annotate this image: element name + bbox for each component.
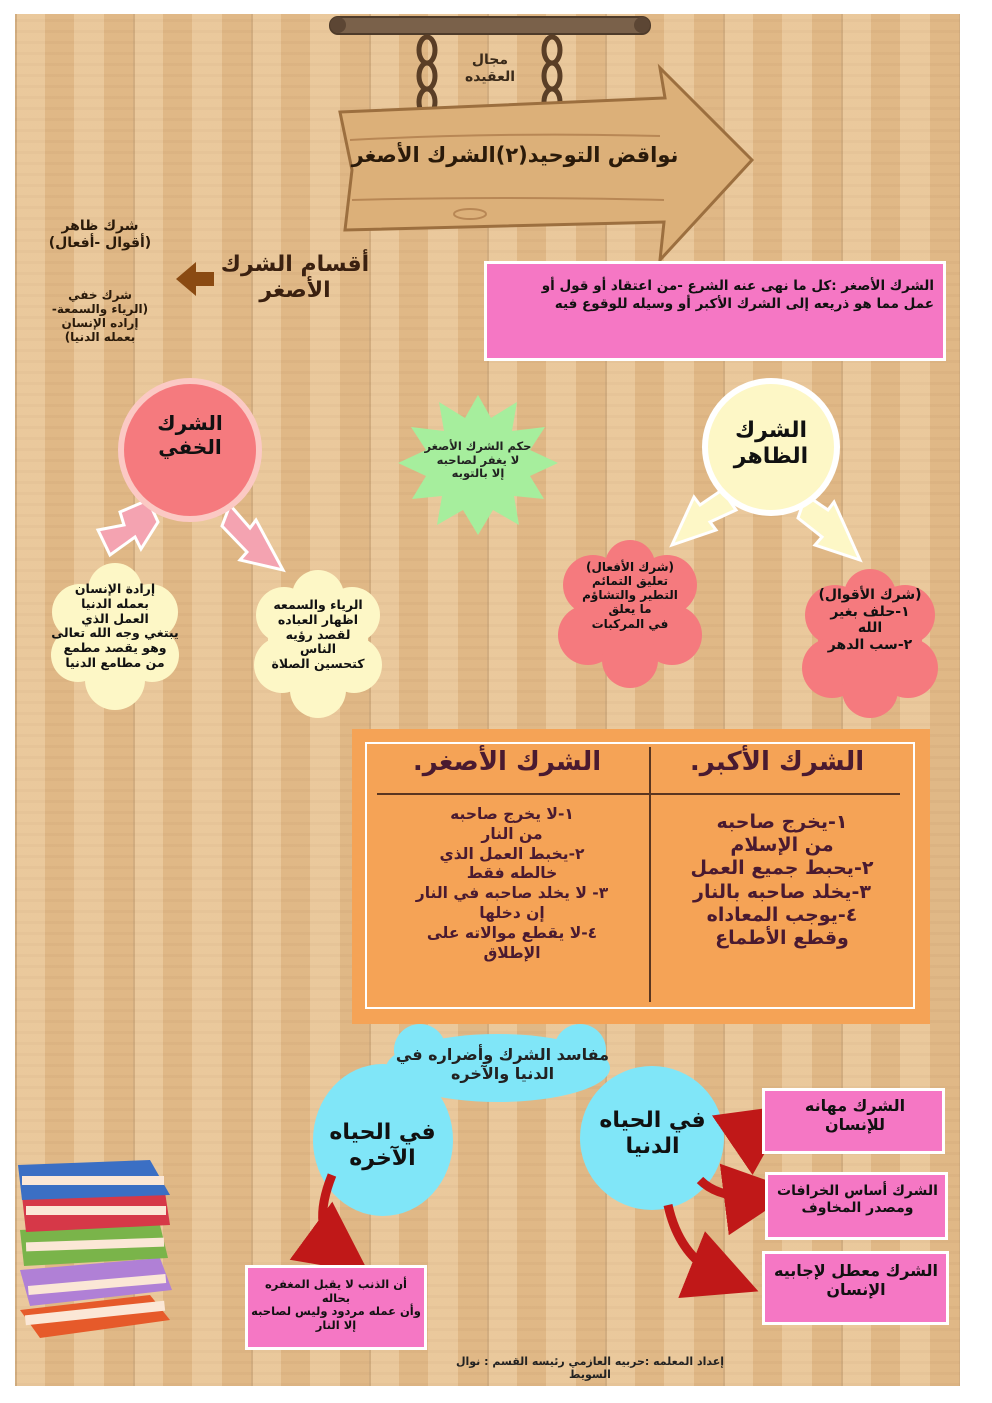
footer-credit: إعداد المعلمه :حربيه العازمي رئيسه القسم : نوال السويط [455,1355,725,1381]
world-arrow-2 [700,1180,760,1196]
deeds-text: (شرك الأفعال) تعليق التمائم التطير والتشاؤم ما يعلق في المركبات [582,560,678,631]
comparison-table [352,729,930,1024]
definition-text: الشرك الأصغر :كل ما نهى عنه الشرع -من اعتقاد أو قول أو عمل مما هو ذريعه إلى الشرك الأكبر أو وسيله للوقوع فيه [541,278,934,312]
ruling-text: حكم الشرك الأصغر لا يغفر لصاحبه إلا بالتوبه [424,439,532,481]
world-label: في الحياه الدنيا [599,1108,706,1159]
world-item-3: الشرك معطل لإجابيه الإنسان [773,1261,939,1299]
page-title: نواقض التوحيد(٢)الشرك الأصغر [351,143,679,167]
apparent-division-text: شرك ظاهر (أقوال -أفعال) [48,218,152,251]
major-shirk-title: الشرك الأكبر. [689,747,865,777]
chain-left-icon [419,37,435,115]
world-item-2: الشرك أساس الخرافات ومصدر المخاوف [777,1183,938,1216]
comparison-divider [649,747,651,1002]
world-item-1: الشرك مهانه للإنسان [804,1096,906,1134]
sayings-text: (شرك الأقوال) ١-حلف بغير الله ٢-سب الدهر [818,587,922,653]
subject-label: مجال العقيده [464,52,516,85]
harms-title: مفاسد الشرك وأضراره في الدنيا والآخره [395,1045,610,1083]
minor-shirk-items: ١-لا يخرج صاحبه من النار ٢-يخبط العمل الذي خالطه فقط ٣- لا يخلد صاحبه في النار إن دخلها ٤-لا يقطع موالاته على الإطلاق [415,805,609,962]
minor-shirk-title: الشرك الأصغر. [412,747,602,777]
world-arrow-3 [668,1205,725,1278]
intention-text: إرادة الإنسان بعمله الدنيا العمل الذي يبتغي وجه الله تعالى وهو يقصد مطمع من مطامع الدنيا [51,581,179,670]
sign-hanger-bar [330,17,650,34]
left-arrow-icon [176,262,214,296]
hidden-arrow-right [222,505,283,570]
riya-text: الرياء والسمعه اظهار العباده لقصد رؤيه الناس كتحسين الصلاة [271,597,365,671]
apparent-shirk-title: الشرك الظاهر [733,418,809,469]
hidden-shirk-title: الشرك الخفي [157,411,223,459]
hereafter-label: في الحياه الآخره [329,1120,436,1171]
hereafter-item: أن الذنب لا يقبل المغفره بحاله وأن عمله مردود وليس لصاحبه إلا النار [251,1277,421,1332]
world-arrow-1 [720,1118,762,1131]
hidden-division-text: شرك خفي (الرياء والسمعة- إراده الإنسان بعمله الدنيا) [51,288,149,345]
divisions-heading: أقسام الشرك الأصغر [220,252,370,303]
books-stack-icon [18,1160,172,1338]
major-shirk-items: ١-يخرج صاحبه من الإسلام ٢-يحبط جميع العمل ٣-يخلد صاحبه بالنار ٤-يوجب المعاداه وقطع الأطماع [690,811,874,949]
comparison-header-line [377,793,900,795]
